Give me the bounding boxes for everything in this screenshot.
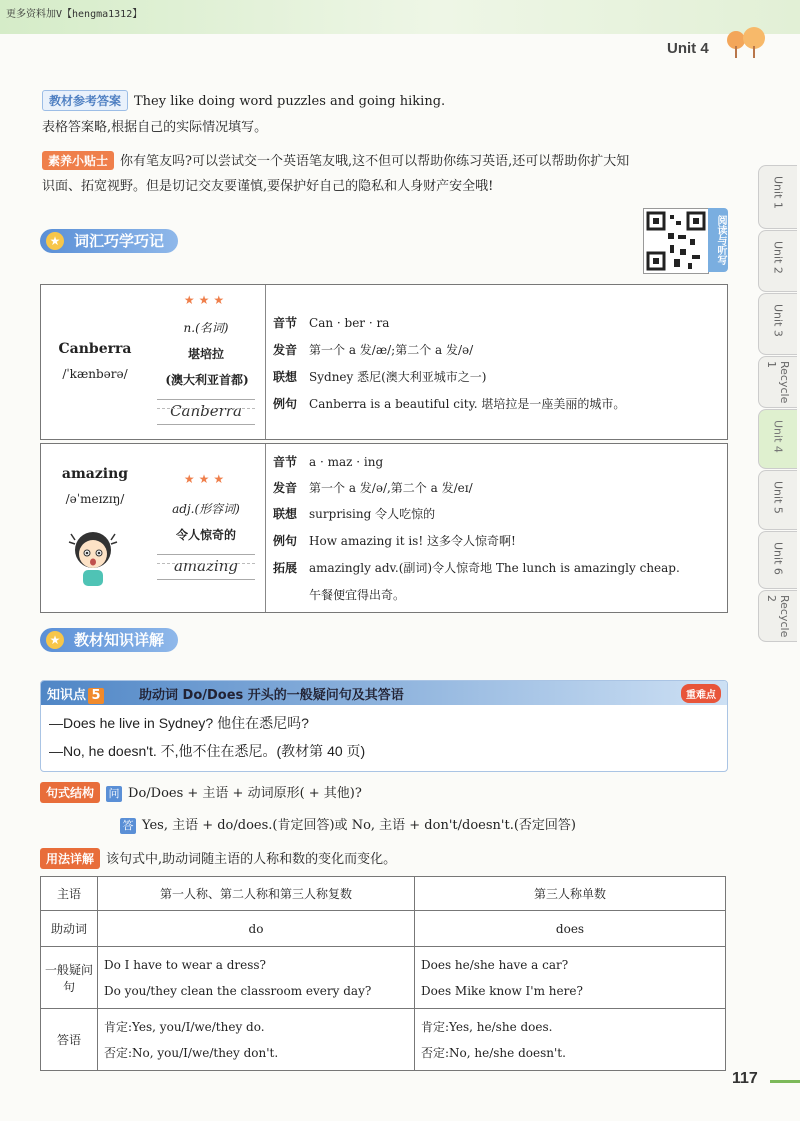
star-icon: ★ — [46, 631, 64, 649]
vocab-word: amazing — [61, 466, 129, 482]
qr-code-icon[interactable] — [643, 208, 709, 274]
usage-line — [40, 848, 396, 869]
tip-tag: 素养小贴士 — [42, 151, 114, 170]
vocab-row: 午餐便宜得出奇。 — [309, 588, 406, 602]
vocab-row: 联想 surprising 令人吃惊的 — [273, 507, 436, 521]
knowledge-point-header — [41, 681, 727, 705]
structure-answer — [120, 814, 576, 834]
usage-tag: 用法详解 — [40, 848, 100, 869]
knowledge-point-number: 5 — [88, 688, 104, 704]
vocab-row: 联想 Sydney 悉尼(澳大利亚城市之一) — [273, 370, 487, 384]
vocab-pos: n.(名词) — [183, 321, 229, 335]
knowledge-section-title — [40, 628, 178, 652]
vocab-phonetic: /əˈmeɪzɪŋ/ — [65, 492, 125, 506]
usage-text: 该句式中,助动词随主语的人称和数的变化而变化。 — [106, 852, 397, 867]
surprised-girl-icon — [65, 524, 121, 588]
side-tab-unit-5[interactable]: Unit 5 — [758, 470, 797, 530]
vocab-card-amazing — [40, 443, 728, 613]
side-tab-unit-4[interactable]: Unit 4 — [758, 409, 797, 469]
vocab-phonetic: /ˈkænbərə/ — [62, 367, 128, 381]
side-tab-unit-6[interactable]: Unit 6 — [758, 531, 797, 589]
star-rating: ★★★ — [183, 293, 229, 307]
vocab-row: 拓展 amazingly adv.(副词)令人惊奇地 The lunch is amazingly cheap. — [273, 561, 680, 575]
table-row: 助动词 do does — [41, 911, 726, 947]
star-icon: ★ — [46, 232, 64, 250]
answer-text: They like doing word puzzles and going hiking. — [134, 94, 446, 109]
top-note: 更多资料加V【hengma1312】 — [6, 9, 143, 20]
question-mark-box: 问 — [106, 786, 122, 802]
star-rating: ★★★ — [183, 472, 229, 486]
handwriting-line: Canberra — [157, 399, 255, 425]
vocab-section-title — [40, 229, 178, 253]
vocab-row: 例句 Canberra is a beautiful city. 堪培拉是一座美丽的城市。 — [273, 397, 626, 411]
structure-question-text: Do/Does + 主语 + 动词原形( + 其他)? — [128, 786, 362, 801]
vocab-word: Canberra — [58, 341, 132, 357]
vocab-row: 例句 How amazing it is! 这多令人惊奇啊! — [273, 534, 516, 548]
knowledge-section-label: 教材知识详解 — [74, 631, 165, 649]
knowledge-point-badge: 知识点 5 — [47, 684, 104, 704]
vocab-row: 发音 第一个 a 发/æ/;第二个 a 发/ə/ — [273, 343, 474, 357]
unit-heading: Unit 4 — [667, 40, 709, 57]
side-tab-recycle-1[interactable]: Recycle 1 — [758, 356, 797, 408]
knowledge-point-title: 助动词 Do/Does 开头的一般疑问句及其答语 — [139, 688, 404, 703]
tip-line-1 — [42, 151, 742, 171]
vocab-pos: adj.(形容词) — [172, 502, 240, 516]
handwriting-line: amazing — [157, 554, 255, 580]
difficulty-flag: 重难点 — [681, 684, 721, 703]
tip-text-2: 识面、拓宽视野。但是切记交友要谨慎,要保护好自己的隐私和人身财产安全哦! — [42, 179, 494, 194]
vocab-row: 音节 a · maz · ing — [273, 455, 384, 469]
answer-note: 表格答案略,根据自己的实际情况填写。 — [42, 120, 268, 135]
tree-icon — [724, 26, 770, 60]
page-number: 117 — [732, 1070, 758, 1087]
page-number-rule — [770, 1080, 800, 1083]
vocab-meaning: 令人惊奇的 — [175, 528, 236, 542]
side-tab-recycle-2[interactable]: Recycle 2 — [758, 590, 797, 642]
structure-answer-text: Yes, 主语 + do/does.(肯定回答)或 No, 主语 + don't/doesn't.(否定回答) — [142, 818, 576, 833]
qr-tab[interactable]: 阅读与听写 — [708, 208, 728, 272]
structure-question — [40, 782, 362, 803]
divider — [265, 444, 266, 612]
table-row: 主语 第一人称、第二人称和第三人称复数 第三人称单数 — [41, 877, 726, 911]
answer-mark-box: 答 — [120, 818, 136, 834]
tip-text-1: 你有笔友吗?可以尝试交一个英语笔友哦,这不但可以帮助你练习英语,还可以帮助你扩大知 — [120, 154, 630, 169]
divider — [265, 285, 266, 439]
vocab-section-label: 词汇巧学巧记 — [74, 232, 165, 250]
knowledge-point-box — [40, 680, 728, 772]
example-line-1: —Does he live in Sydney? 他住在悉尼吗? — [49, 715, 309, 731]
vocab-row: 音节 Can · ber · ra — [273, 316, 390, 330]
side-tab-unit-3[interactable]: Unit 3 — [758, 293, 797, 355]
vocab-row: 发音 第一个 a 发/ə/,第二个 a 发/eɪ/ — [273, 481, 473, 495]
vocab-card-canberra — [40, 284, 728, 440]
structure-tag: 句式结构 — [40, 782, 100, 803]
side-tab-unit-1[interactable]: Unit 1 — [758, 165, 797, 229]
table-row: 答语 肯定:Yes, you/I/we/they do. 否定:No, you/I/we/they don't. 肯定:Yes, he/she does. 否定:No, he/she doesn't. — [41, 1009, 726, 1071]
answer-tag: 教材参考答案 — [42, 90, 128, 111]
example-line-2: —No, he doesn't. 不,他不住在悉尼。(教材第 40 页) — [49, 743, 366, 759]
side-tab-unit-2[interactable]: Unit 2 — [758, 230, 797, 292]
vocab-meaning: 堪培拉 — [187, 347, 224, 361]
grammar-table — [40, 876, 726, 1071]
vocab-meaning-note: (澳大利亚首都) — [165, 373, 249, 387]
table-row: 一般疑问句 Do I have to wear a dress? Do you/they clean the classroom every day? Does he/she have a car? Does Mike know I'm here? — [41, 947, 726, 1009]
answer-line — [42, 90, 445, 111]
